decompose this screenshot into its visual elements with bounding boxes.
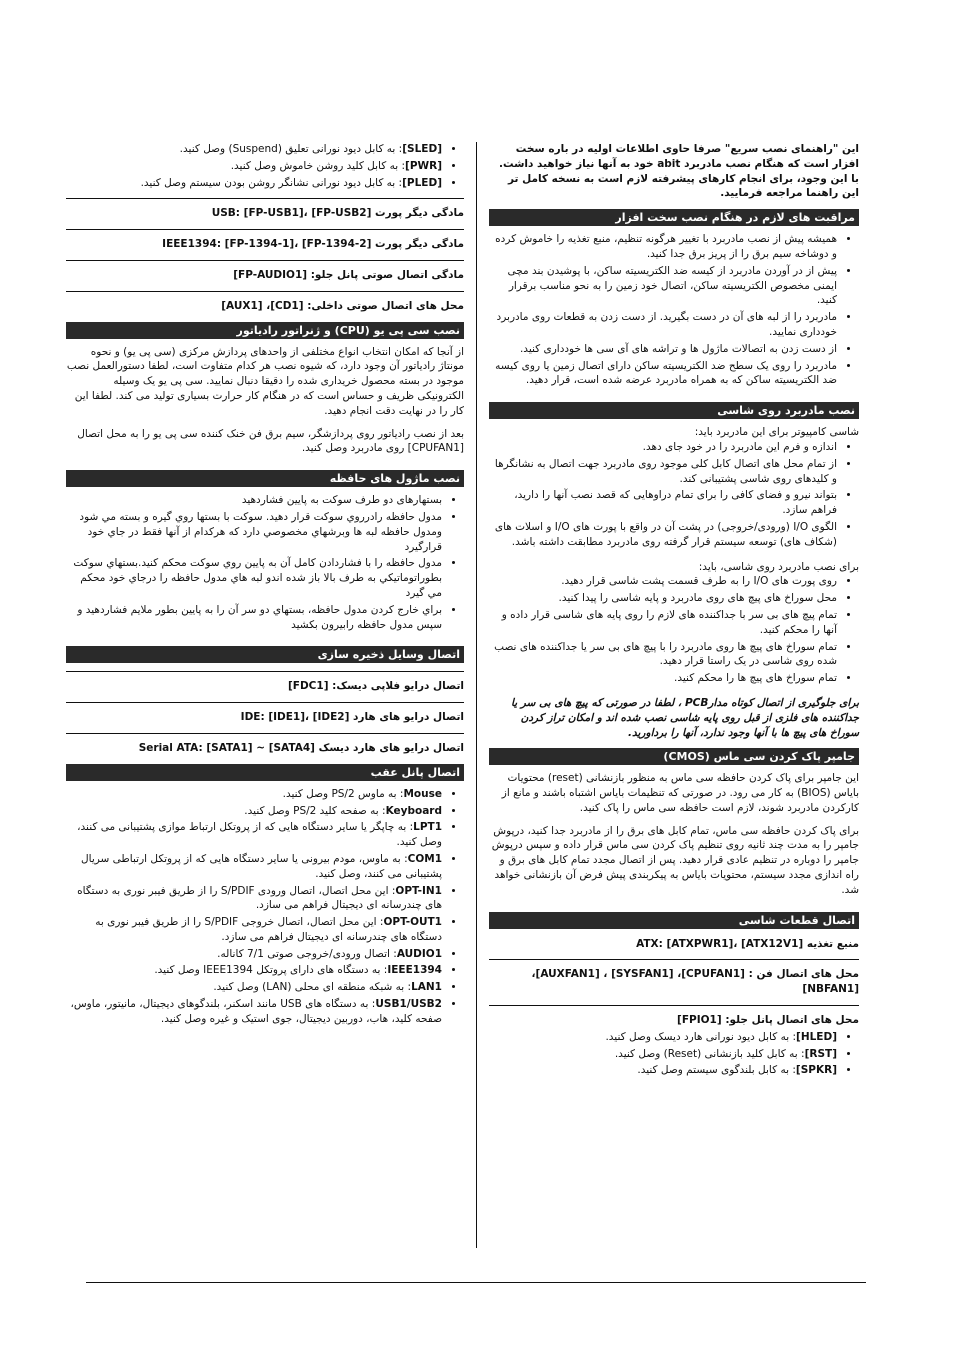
subheading-ieee1394-header: مادگی دیگر پورت IEEE1394: [FP-1394-1]، [FP-1394-2] <box>66 229 464 252</box>
subheading-front-audio: مادگی اتصال صوتی پانل جلو: [FP-AUDIO1] <box>66 260 464 283</box>
item-text: : این محل اتصال، اتصال ورودی S/PDIF را از طریق فیبر نوری به دستگاه های چندرسانه ای دیجیتال فراهم می سازد. <box>77 884 442 912</box>
item-text: : به کابل کلید روشن خاموش وصل کنید. <box>230 159 405 172</box>
list-item: • همیشه پیش از نصب مادربرد با تغییر هرگونه تنظیم، منبع تغذیه را خاموش کرده و دوشاخه سیم برق را از پریز برق جدا کنید. <box>489 232 837 262</box>
list-item: • از تمام محل های اتصال کابل کلی موجود روی مادربرد جهت اتصال به نشانگرها و کلیدهای روی شاسی پشتیبانی کند. <box>489 457 837 487</box>
list-item: • مادربرد را روی یک سطح ضد الکتریسیته ساکن دارای اتصال زمین یا روی کیسه ضد الکتریسیته ساکن که به همراه مادربرد عرضه شده است، قرار دهید. <box>489 359 837 389</box>
list-item: • بستهارهای دو طرف سوکت به پایین فشاردهید <box>66 493 442 508</box>
chassis-lead-2: برای نصب مادربرد روی شاسی، باید: <box>698 560 859 573</box>
list-item <box>66 997 442 1027</box>
subheading-fan-connectors: محل های اتصال فن : [CPUFAN1]، [SYSFAN1] ، [AUXFAN1]، [NBFAN1] <box>489 959 859 997</box>
item-text: : به ماوس PS/2 وصل کنید. <box>282 787 404 800</box>
list-item <box>66 963 442 978</box>
cpu-paragraph-2: بعد از نصب رادیاتور روی پردازشگر، سیم برق فن خنک کننده سی پی یو را به محل اتصال [CPUFAN1] روی مادربرد وصل کنید. <box>77 427 464 455</box>
footer-rule <box>86 1282 866 1283</box>
subheading-ide: اتصال درایو های هارد IDE: [IDE1]، [IDE2] <box>66 702 464 725</box>
section-title-storage: اتصال وسایل ذخیره سازی <box>66 646 464 663</box>
right-column <box>489 142 859 1080</box>
item-key: OPT-OUT1 <box>383 916 442 929</box>
list-item: • مدول حافظه رادرروي سوكت قرار دهيد. سوكت با بستها روي گيره و بسته مي شود ومدول حافظه لبه ها وبرشهاي مخصوصي دارد كه هركدام از آنها فقط در جاي خود قرارگيرد <box>66 510 442 554</box>
subheading-floppy: اتصال درایو فلاپی دیسک: [FDC1] <box>66 671 464 694</box>
item-key: [HLED] <box>796 1030 837 1043</box>
subheading-sata: اتصال درایو های هارد دیسک Serial ATA: [SATA1] ~ [SATA4] <box>66 733 464 756</box>
cmos-paragraph-1: این جامپر برای پاک کردن حافظه سی ماس به منظور بازنشانی (reset) محتویات بایاس (BIOS) به کار می رود. در صورتی که تنظیمات بایاس اشتباه باشند و مانع از کارکردن مادربرد شوند، لازم است حافظه سی ماس را پاک کنید. <box>501 772 859 814</box>
chassis-lead-1: شاسی کامپیوتر برای این مادربرد باید: <box>694 426 859 439</box>
precautions-list <box>489 232 859 388</box>
back-panel-list <box>66 787 464 1027</box>
item-text: : به کابل دیود نورانی نشانگر روشن بودن سیستم وصل کنید. <box>140 176 403 189</box>
subheading-usb-header: مادگی دیگر پورت USB: [FP-USB1]، [FP-USB2] <box>66 198 464 221</box>
item-key: [SPKR] <box>795 1064 837 1077</box>
list-item <box>66 915 442 945</box>
list-item <box>66 804 442 819</box>
list-item: • از دست زدن به اتصالات ماژول ها و تراشه های آی سی ها خودداری کنید. <box>489 342 837 357</box>
item-text: : به کابل دیود نورانی تعلیق (Suspend) وصل کنید. <box>179 143 403 155</box>
item-text: : به دستگاه های USB مانند اسکنر، بلندگوهای دیجیتال، مانیتور، ماوس، صفحه کلید، هاب، دوربین دیجیتال، جوی استیک و غیره وصل کنید. <box>70 998 442 1025</box>
section-title-back-panel: اتصال پانل عقب <box>66 764 464 781</box>
list-item <box>489 1030 837 1045</box>
item-text: : به کابل دیود نورانی هارد دیسک وصل کنید. <box>605 1030 796 1043</box>
section-title-memory: نصب ماژول های حافظه <box>66 470 464 487</box>
list-item <box>66 787 442 802</box>
section-title-precautions: مراقبت های لازم در هنگام نصب سخت افزار <box>489 209 859 226</box>
item-key: Mouse <box>403 787 442 800</box>
list-item: • بتواند نیرو و فضای کافی را برای تمام دراوهایی که قصد نصب آنها را دارید، فراهم سازد. <box>489 488 837 518</box>
list-item: • تمام سوراخ های پیچ ها روی مادربرد را با پیچ های بی سر یا جداکننده های نصب شده روی شاسی در یک راستا قرار دهید. <box>489 640 837 670</box>
list-item: • براي خارج كردن مدول حافظه، بستهاي دو سر آن را به پايين بطور ملايم فشاردهيد و سپس مدول حافظه رابيرون بكشيد <box>66 603 442 633</box>
list-item: • تمام سوراخ های پیچ ها را محکم کنید. <box>489 671 837 686</box>
section-title-chassis-connectors: اتصال قطعات شاسی <box>489 912 859 929</box>
item-text: : به چاپگر یا سایر دستگاه هایی که از پروتکل ارتباط موازی پشتیبانی می کنند، وصل کنید. <box>77 821 442 849</box>
item-text: : به کابل کلید بازنشانی (Reset) وصل کنید. <box>614 1047 805 1060</box>
item-key: [PWR] <box>405 159 442 172</box>
list-item: • روی پورت های I/O را به طرف قسمت پشت شاسی قرار دهید. <box>489 574 837 589</box>
section-title-cmos-jumper: جامپر پاک کردن سی ماس (CMOS) <box>489 748 859 765</box>
section-title-cpu: نصب سی پی یو (CPU) و ژنراتور رادیاتور <box>66 322 464 339</box>
list-item <box>66 980 442 995</box>
item-key: [SLED] <box>402 143 442 155</box>
list-item: • پیش از در آوردن مادربرد از کیسه ضد الکتریسیته ساکن، با پوشیدن بند مچی ایمنی مخصوص الکتریسیته ساکن، اتصال خود زمین را به نحو مناسب برقرار کنید. <box>489 264 837 308</box>
section-title-chassis-mount: نصب مادربرد روی شاسی <box>489 402 859 419</box>
list-item <box>66 820 442 850</box>
list-item: • محل سوراخ های پیچ های روی مادربرد و پایه شاسی را پیدا کنید. <box>489 591 837 606</box>
item-text: : به صفحه کلید PS/2 وصل کنید. <box>244 804 386 817</box>
item-key: [RST] <box>804 1047 837 1060</box>
list-item <box>489 1063 837 1078</box>
list-item <box>66 159 442 174</box>
item-text: : به دستگاه های دارای پروتکل IEEE1394 وصل کنید. <box>154 964 388 977</box>
memory-steps-list <box>66 493 464 632</box>
subheading-internal-audio: محل های اتصال صوتی داخلی: [CD1]، [AUX1] <box>66 291 464 314</box>
item-text: : به ماوس، مودم بیرونی یا سایر دستگاه هایی که از پروتکل ارتباطی سریال پشتیبانی می کنند، وصل کنید. <box>80 852 442 880</box>
cmos-paragraph-2: برای پاک کردن حافظه سی ماس، تمام کابل های برق را از مادربرد جدا کنید، درپوش جامپر را به مدت چند ثانیه روی تنظیم پاک کردن سی ماس قرار داده و سپس درپوش جامپر را دوباره در تنظیم عادی قرار دهید. پس از اتصال مجدد تمام کابل های برق و راه اندازی مجدد سیستم، محتویات بایاس به پیکربندی پیش فرض آن بازنشانی خواهد شد. <box>491 824 859 896</box>
left-column <box>66 142 464 1029</box>
front-panel-led-list <box>66 142 464 190</box>
item-key: USB1/USB2 <box>375 998 442 1011</box>
list-item <box>66 176 442 191</box>
item-key: AUDIO1 <box>396 947 442 960</box>
chassis-steps-list <box>489 574 859 686</box>
cpu-paragraph-1: از آنجا که امکان انتخاب انواع مختلفی از واحدهای پردازش مرکزی (سی پی یو) و نحوه مونتاژ رادیاتور آن وجود دارد، که شیوه نصب هر کدام متفاوت است، لطفا دستورالعمل نصب موجود در بسته محصول خریداری شده را دقیقا دنبال نمایید. سی پی یو یک وسیله الکترونیکی ظریف و حساس است که در هنگام کار حرارت بسیاری تولید می کند. لطفا این کار را در نهایت دقت انجام دهید. <box>66 345 464 417</box>
column-divider <box>476 142 477 1248</box>
item-text: : به شبکه منطقه ای محلی (LAN) وصل کنید. <box>213 981 412 994</box>
list-item <box>66 852 442 882</box>
item-key: LAN1 <box>411 981 442 994</box>
list-item: • مادربرد را از لبه های آن در دست بگیرید. از دست زدن به قطعات روی مادربرد خودداری نمایید. <box>489 310 837 340</box>
item-text: : اتصال ورودی/خروجی صوتی 7/1 کاناله. <box>217 947 397 960</box>
chassis-requirements-list <box>489 440 859 550</box>
list-item <box>66 142 442 157</box>
warning-note: برای جلوگیری از اتصال کوتاه مدارPCB ، لطفا در صورتی که پیچ های بی سر یا جداکننده های فلزی از قبل روی پایه شاسی نصب شده اند و امکان تراز کردن سوراخ های پیچ ها با آنها وجود ندارد، آنها را برداورید. <box>511 696 859 739</box>
item-key: COM1 <box>407 852 442 865</box>
list-item <box>66 947 442 962</box>
intro-paragraph: این "راهنمای نصب سریع" صرفا حاوی اطلاعات اولیه در باره سخت افزار است که هنگام نصب مادربرد abit خود به آنها نیاز خواهید داشت. با این وجود، برای انجام کارهای پیشرفته لازم است به نسخه کامل تر این راهنما مراجعه فرمایید. <box>498 143 859 200</box>
item-text: : به کابل بلندگوی سیستم وصل کنید. <box>637 1064 796 1077</box>
item-key: OPT-IN1 <box>395 884 442 897</box>
list-item: • الگوی I/O (ورودی/خروجی) در پشت آن در واقع با پورت های I/O و اسلات های (شکاف های) توسعه سیستم قرار گرفته روی مادربرد مطابقت داشته باشد. <box>489 520 837 550</box>
list-item <box>66 884 442 914</box>
item-key: IEEE1394 <box>387 964 442 977</box>
subheading-front-panel: محل های اتصال پانل جلو: [FPIO1] <box>489 1005 859 1028</box>
list-item: • مدول حافظه را با فشاردادن كامل آن به پايين روي سوكت محكم كنيد.بستهاي سوكت بطوراتوماتيكي به طرف بالا باز شده اندو لبه هاي مدول حافظه را درجاي خود محكم مي گيرد <box>66 556 442 600</box>
list-item: • تمام پیچ های بی سر با جداکننده های لازم را روی پایه های شاسی قرار داده و آنها را محکم کنید. <box>489 608 837 638</box>
item-key: [PLED] <box>402 176 442 189</box>
list-item: • اندازه و فرم این مادربرد را در خود جای دهد. <box>489 440 837 455</box>
front-panel-list <box>489 1030 859 1078</box>
item-text: : این محل اتصال، اتصال خروجی S/PDIF را از طریق فیبر نوری به دستگاه های چندرسانه ای دیجیتال فراهم می سازد. <box>95 916 442 943</box>
item-key: Keyboard <box>385 804 442 817</box>
list-item <box>489 1047 837 1062</box>
subheading-atx-power: منبع تغذیه ATX: [ATXPWR1]، [ATX12V1] <box>636 937 859 950</box>
item-key: LPT1 <box>413 821 442 834</box>
